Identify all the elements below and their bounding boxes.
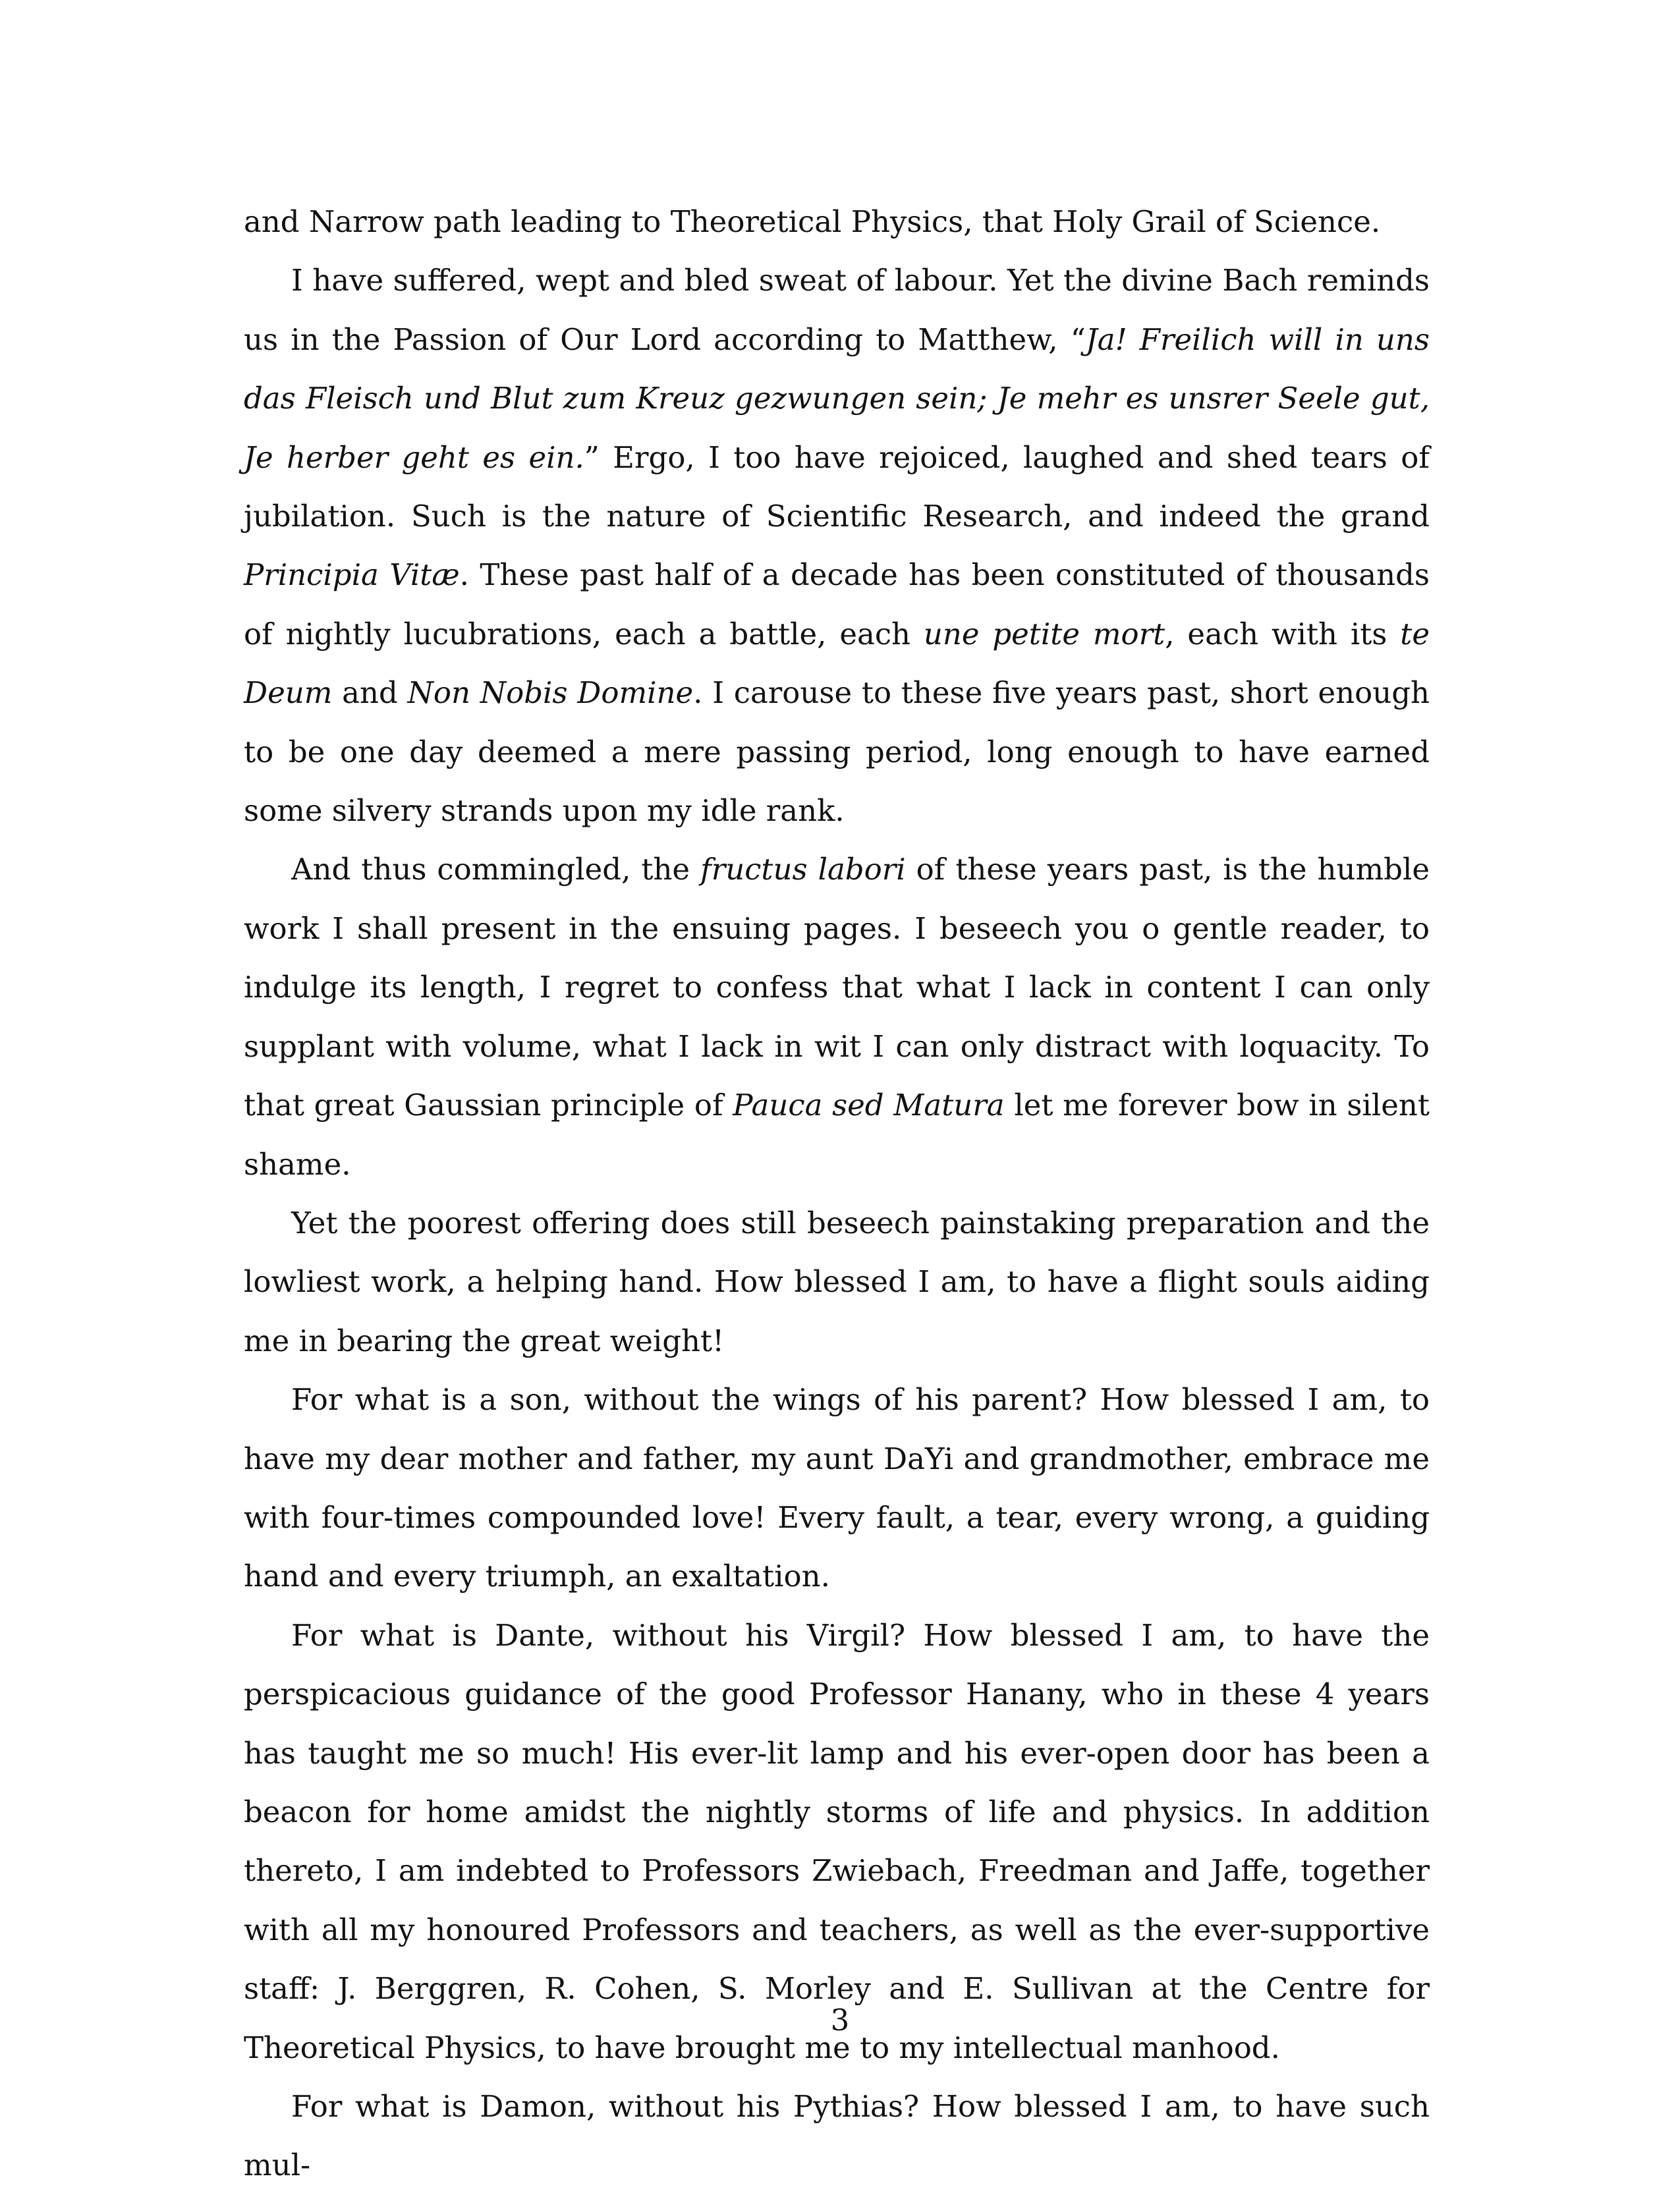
italic-phrase: Pauca sed Matura [733, 1088, 1005, 1123]
text-run: Yet the poorest offering does still beseech painstaking preparation and the lowliest work, a helping hand. How blessed I am, to have a flight souls aiding me in bearing the great weight! [244, 1205, 1430, 1358]
text-run: of these years past, is the humble work I shall present in the ensuing pages. I beseech you o gentle reader, to indulge its length, I regret to confess that what I lack in content I can only supplant with volume, what I lack in wit I can only distract with loquacity. To that great Gaussian principle of [244, 852, 1430, 1123]
paragraph [244, 2077, 1430, 2195]
paragraph [244, 1370, 1430, 1606]
text-run: I have suffered, wept and bled sweat of labour. Yet the divine Bach reminds us in the Passion of Our Lord according to Matthew, “ [244, 263, 1430, 357]
body-text [244, 192, 1430, 2195]
paragraph [244, 192, 1430, 251]
text-run: and [332, 675, 408, 711]
page-number: 3 [830, 2003, 850, 2038]
text-run: ” Ergo, I too have rejoiced, laughed and shed tears of jubilation. Such is the nature of Scientific Research, and indeed the grand [244, 439, 1430, 534]
italic-phrase: une petite mort [923, 616, 1165, 652]
italic-phrase: fructus labori [700, 852, 906, 887]
paragraph [244, 1194, 1430, 1370]
paragraph [244, 840, 1430, 1193]
text-run: For what is Damon, without his Pythias? How blessed I am, to have such mul- [244, 2089, 1430, 2183]
text-run: . These past half of a decade has been constituted of thousands of nightly lucubrations, each a battle, each [244, 557, 1430, 652]
italic-phrase: te Deum [244, 616, 1430, 711]
text-run: For what is Dante, without his Virgil? How blessed I am, to have the perspicacious guidance of the good Professor Hanany, who in these 4 years has taught me so much! His ever-lit lamp and his ever-open door has been a beacon for home amidst the nightly storms of life and physics. In addition thereto, I am indebted to Professors Zwiebach, Freedman and Jaffe, together with all my honoured Professors and teachers, as well as the ever-supportive staff: J. Berggren, R. Cohen, S. Morley and E. Sullivan at the Centre for Theoretical Physics, to have brought me to my intellectual manhood. [244, 1617, 1430, 2065]
text-run: . I carouse to these five years past, short enough to be one day deemed a mere passing period, long enough to have earned some silvery strands upon my idle rank. [244, 675, 1430, 829]
text-run: and Narrow path leading to Theoretical Physics, that Holy Grail of Science. [244, 204, 1381, 239]
text-run: And thus commingled, the [291, 852, 701, 887]
text-run: let me forever bow in silent shame. [244, 1088, 1430, 1182]
italic-phrase: Non Nobis Domine [407, 675, 694, 711]
paragraph [244, 251, 1430, 840]
text-run: For what is a son, without the wings of his parent? How blessed I am, to have my dear mother and father, my aunt DaYi and grandmother, embrace me with four-times compounded love! Every fault, a tear, every wrong, a guiding hand and every triumph, an exaltation. [244, 1382, 1430, 1594]
italic-phrase: Principia Vitæ [244, 557, 460, 593]
text-run: , each with its [1165, 616, 1401, 652]
italic-phrase: Ja! Freilich will in uns das Fleisch und Blut zum Kreuz gezwungen sein; Je mehr es unsrer Seele gut, Je herber geht es ein. [244, 321, 1430, 475]
